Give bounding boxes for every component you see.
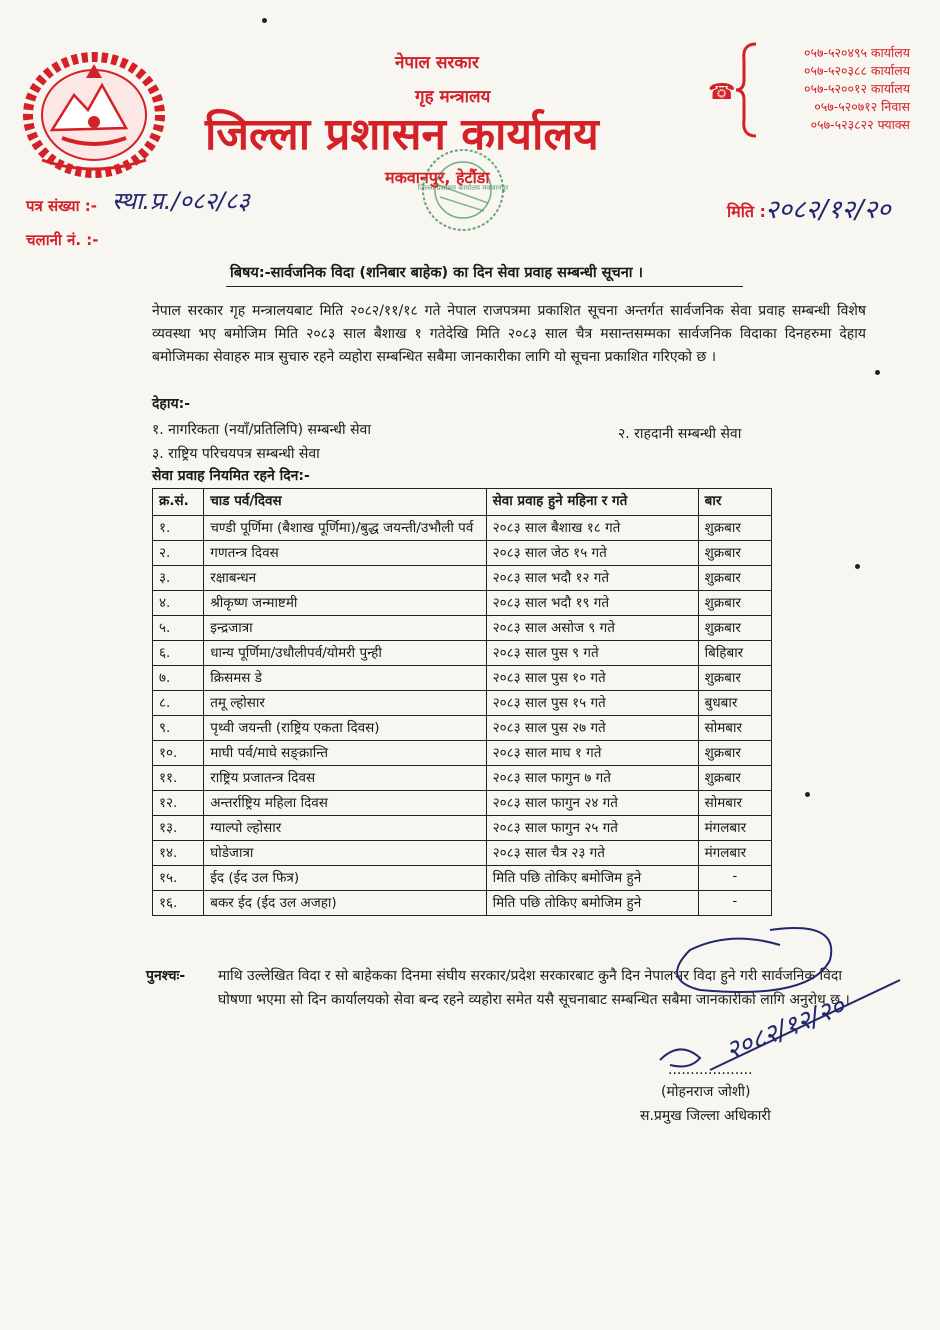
phone-line: ०५७-५२०३८८ कार्यालय xyxy=(803,63,910,78)
table-row xyxy=(153,891,772,916)
brace-icon xyxy=(732,40,760,140)
cell-festival: धान्य पूर्णिमा/उधौलीपर्व/योमरी पुन्ही xyxy=(204,641,486,666)
table-row xyxy=(153,741,772,766)
header-weekday: बार xyxy=(698,489,771,516)
cell-serial: १५. xyxy=(153,866,204,891)
service-item: २. राहदानी सम्बन्धी सेवा xyxy=(618,426,742,442)
signature-dots: ................... xyxy=(668,1062,753,1078)
subject-underline xyxy=(226,286,743,287)
date-value: २०८२/१२/२० xyxy=(765,195,891,225)
patra-sankhya-label: पत्र संख्या :- xyxy=(26,197,97,215)
table-row xyxy=(153,541,772,566)
service-item: ३. राष्ट्रिय परिचयपत्र सम्बन्धी सेवा xyxy=(152,446,320,462)
cell-festival: श्रीकृष्ण जन्माष्टमी xyxy=(204,591,486,616)
cell-serial: ८. xyxy=(153,691,204,716)
nepal-emblem-logo xyxy=(22,50,167,180)
subject-line: बिषय:-सार्वजनिक विदा (शनिबार बाहेक) का दिन सेवा प्रवाह सम्बन्धी सूचना । xyxy=(230,265,644,281)
cell-festival: क्रिसमस डे xyxy=(204,666,486,691)
table-row xyxy=(153,791,772,816)
cell-weekday: शुक्रबार xyxy=(698,741,771,766)
header-date: सेवा प्रवाह हुने महिना र गते xyxy=(486,489,698,516)
cell-serial: ७. xyxy=(153,666,204,691)
cell-date: मिति पछि तोकिए बमोजिम हुने xyxy=(486,891,698,916)
svg-text:२०८२/१२/२०: २०८२/१२/२० xyxy=(721,991,850,1067)
telephone-icon: ☎ xyxy=(708,80,736,105)
cell-serial: १३. xyxy=(153,816,204,841)
cell-date: २०८३ साल माघ १ गते xyxy=(486,741,698,766)
cell-weekday: सोमबार xyxy=(698,716,771,741)
cell-weekday: मंगलबार xyxy=(698,816,771,841)
government-name: नेपाल सरकार xyxy=(395,53,479,73)
scan-speck xyxy=(875,370,880,375)
table-row xyxy=(153,591,772,616)
signatory-title: स.प्रमुख जिल्ला अधिकारी xyxy=(640,1108,771,1124)
cell-serial: २. xyxy=(153,541,204,566)
cell-date: २०८३ साल भदौ १९ गते xyxy=(486,591,698,616)
cell-date: २०८३ साल पुस ९ गते xyxy=(486,641,698,666)
date-label: मिति : xyxy=(727,202,766,221)
cell-date: २०८३ साल फागुन ७ गते xyxy=(486,766,698,791)
table-row xyxy=(153,816,772,841)
postscript-label: पुनश्चः- xyxy=(146,968,186,984)
cell-serial: ११. xyxy=(153,766,204,791)
dehay-heading: देहाय:- xyxy=(152,396,191,412)
cell-festival: पृथ्वी जयन्ती (राष्ट्रिय एकता दिवस) xyxy=(204,716,486,741)
signatory-name: (मोहनराज जोशी) xyxy=(661,1084,751,1100)
cell-date: २०८३ साल भदौ १२ गते xyxy=(486,566,698,591)
phone-line: ०५७-५२००१२ कार्यालय xyxy=(803,81,910,96)
cell-date: २०८३ साल पुस १५ गते xyxy=(486,691,698,716)
cell-serial: ५. xyxy=(153,616,204,641)
cell-serial: ३. xyxy=(153,566,204,591)
office-name: जिल्ला प्रशासन कार्यालय xyxy=(205,109,599,160)
holiday-service-table xyxy=(152,488,772,916)
cell-weekday: शुक्रबार xyxy=(698,566,771,591)
office-location: मकवानपुर, हेटौंडा xyxy=(385,168,490,187)
svg-text:जिल्ला प्रशासन कार्यालय मकवानप: जिल्ला प्रशासन कार्यालय मकवानपुर xyxy=(418,184,508,192)
cell-serial: ६. xyxy=(153,641,204,666)
scan-speck xyxy=(805,792,810,797)
cell-date: २०८३ साल फागुन २५ गते xyxy=(486,816,698,841)
cell-weekday: शुक्रबार xyxy=(698,591,771,616)
cell-festival: रक्षाबन्धन xyxy=(204,566,486,591)
cell-weekday: मंगलबार xyxy=(698,841,771,866)
header-festival: चाड पर्व/दिवस xyxy=(204,489,486,516)
cell-weekday: शुक्रबार xyxy=(698,766,771,791)
cell-serial: १. xyxy=(153,516,204,541)
phone-line: ०५७-५२०४९५ कार्यालय xyxy=(803,45,910,60)
cell-festival: अन्तर्राष्ट्रिय महिला दिवस xyxy=(204,791,486,816)
cell-serial: १६. xyxy=(153,891,204,916)
cell-festival: राष्ट्रिय प्रजातन्त्र दिवस xyxy=(204,766,486,791)
cell-weekday: - xyxy=(698,891,771,916)
table-row xyxy=(153,841,772,866)
cell-weekday: सोमबार xyxy=(698,791,771,816)
cell-festival: ग्याल्पो ल्होसार xyxy=(204,816,486,841)
notice-body: नेपाल सरकार गृह मन्त्रालयबाट मिति २०८२/११/१८ गते नेपाल राजपत्रमा प्रकाशित सूचना अन्तर्गत सार्वजनिक सेवा प्रवाह सम्बन्धी विशेष व्यवस्था भए बमोजिम मिति २०८३ साल बैशाख १ गतेदेखि मिति २०८३ साल चैत्र मसान्तसम्मका सार्वजनिक विदाका दिनहरुमा देहाय बमोजिमका सेवाहरु मात्र सुचारु रहने व्यहोरा सम्बन्धित सबैमा जानकारीका लागि यो सूचना प्रकाशित गरिएको छ । xyxy=(152,303,866,365)
table-row xyxy=(153,666,772,691)
scan-speck xyxy=(855,564,860,569)
cell-weekday: - xyxy=(698,866,771,891)
cell-date: मिति पछि तोकिए बमोजिम हुने xyxy=(486,866,698,891)
phone-line: ०५७-५२३८२२ फ्याक्स xyxy=(810,117,910,132)
cell-date: २०८३ साल असोज ९ गते xyxy=(486,616,698,641)
patra-sankhya-value: स्था.प्र./०८२/८३ xyxy=(112,187,250,215)
cell-date: २०८३ साल बैशाख १८ गते xyxy=(486,516,698,541)
cell-weekday: शुक्रबार xyxy=(698,616,771,641)
handwritten-signature xyxy=(620,920,920,1100)
cell-weekday: शुक्रबार xyxy=(698,516,771,541)
cell-weekday: बिहिबार xyxy=(698,641,771,666)
cell-festival: घोडेजात्रा xyxy=(204,841,486,866)
chalani-number-label: चलानी नं. :- xyxy=(26,231,99,249)
cell-festival: इन्द्रजात्रा xyxy=(204,616,486,641)
cell-weekday: बुधबार xyxy=(698,691,771,716)
cell-festival: चण्डी पूर्णिमा (बैशाख पूर्णिमा)/बुद्ध जयन्ती/उभौली पर्व xyxy=(204,516,486,541)
cell-weekday: शुक्रबार xyxy=(698,666,771,691)
table-row xyxy=(153,691,772,716)
cell-date: २०८३ साल फागुन २४ गते xyxy=(486,791,698,816)
table-heading: सेवा प्रवाह नियमित रहने दिन:- xyxy=(152,468,310,484)
cell-weekday: शुक्रबार xyxy=(698,541,771,566)
cell-serial: ९. xyxy=(153,716,204,741)
cell-serial: १४. xyxy=(153,841,204,866)
cell-date: २०८३ साल पुस १० गते xyxy=(486,666,698,691)
table-row xyxy=(153,641,772,666)
office-stamp xyxy=(418,145,508,235)
table-row xyxy=(153,616,772,641)
cell-date: २०८३ साल जेठ १५ गते xyxy=(486,541,698,566)
cell-festival: तमू ल्होसार xyxy=(204,691,486,716)
cell-festival: माघी पर्व/माघे सङ्क्रान्ति xyxy=(204,741,486,766)
cell-date: २०८३ साल चैत्र २३ गते xyxy=(486,841,698,866)
service-item: १. नागरिकता (नयाँ/प्रतिलिपि) सम्बन्धी सेवा xyxy=(152,422,371,438)
table-row xyxy=(153,766,772,791)
cell-festival: बकर ईद (ईद उल अजहा) xyxy=(204,891,486,916)
cell-date: २०८३ साल पुस २७ गते xyxy=(486,716,698,741)
cell-festival: ईद (ईद उल फित्र) xyxy=(204,866,486,891)
postscript-text: माथि उल्लेखित विदा र सो बाहेकका दिनमा संघीय सरकार/प्रदेश सरकारबाट कुनै दिन नेपालभर विदा हुने गरी सार्वजनिक विदा घोषणा भएमा सो दिन कार्यालयको सेवा बन्द रहने व्यहोरा समेत यसै सूचनाबाट सम्बन्धित सबैमा जानकारीको लागि अनुरोध छ । xyxy=(218,968,850,1008)
cell-serial: १०. xyxy=(153,741,204,766)
cell-serial: ४. xyxy=(153,591,204,616)
table-row xyxy=(153,566,772,591)
table-row xyxy=(153,516,772,541)
phone-line: ०५७-५२०७१२ निवास xyxy=(814,99,910,114)
table-row xyxy=(153,866,772,891)
header-serial: क्र.सं. xyxy=(153,489,204,516)
scan-speck xyxy=(262,18,267,23)
table-header-row xyxy=(153,489,772,516)
table-row xyxy=(153,716,772,741)
ministry-name: गृह मन्त्रालय xyxy=(415,87,491,107)
cell-festival: गणतन्त्र दिवस xyxy=(204,541,486,566)
phone-list xyxy=(765,44,910,134)
cell-serial: १२. xyxy=(153,791,204,816)
